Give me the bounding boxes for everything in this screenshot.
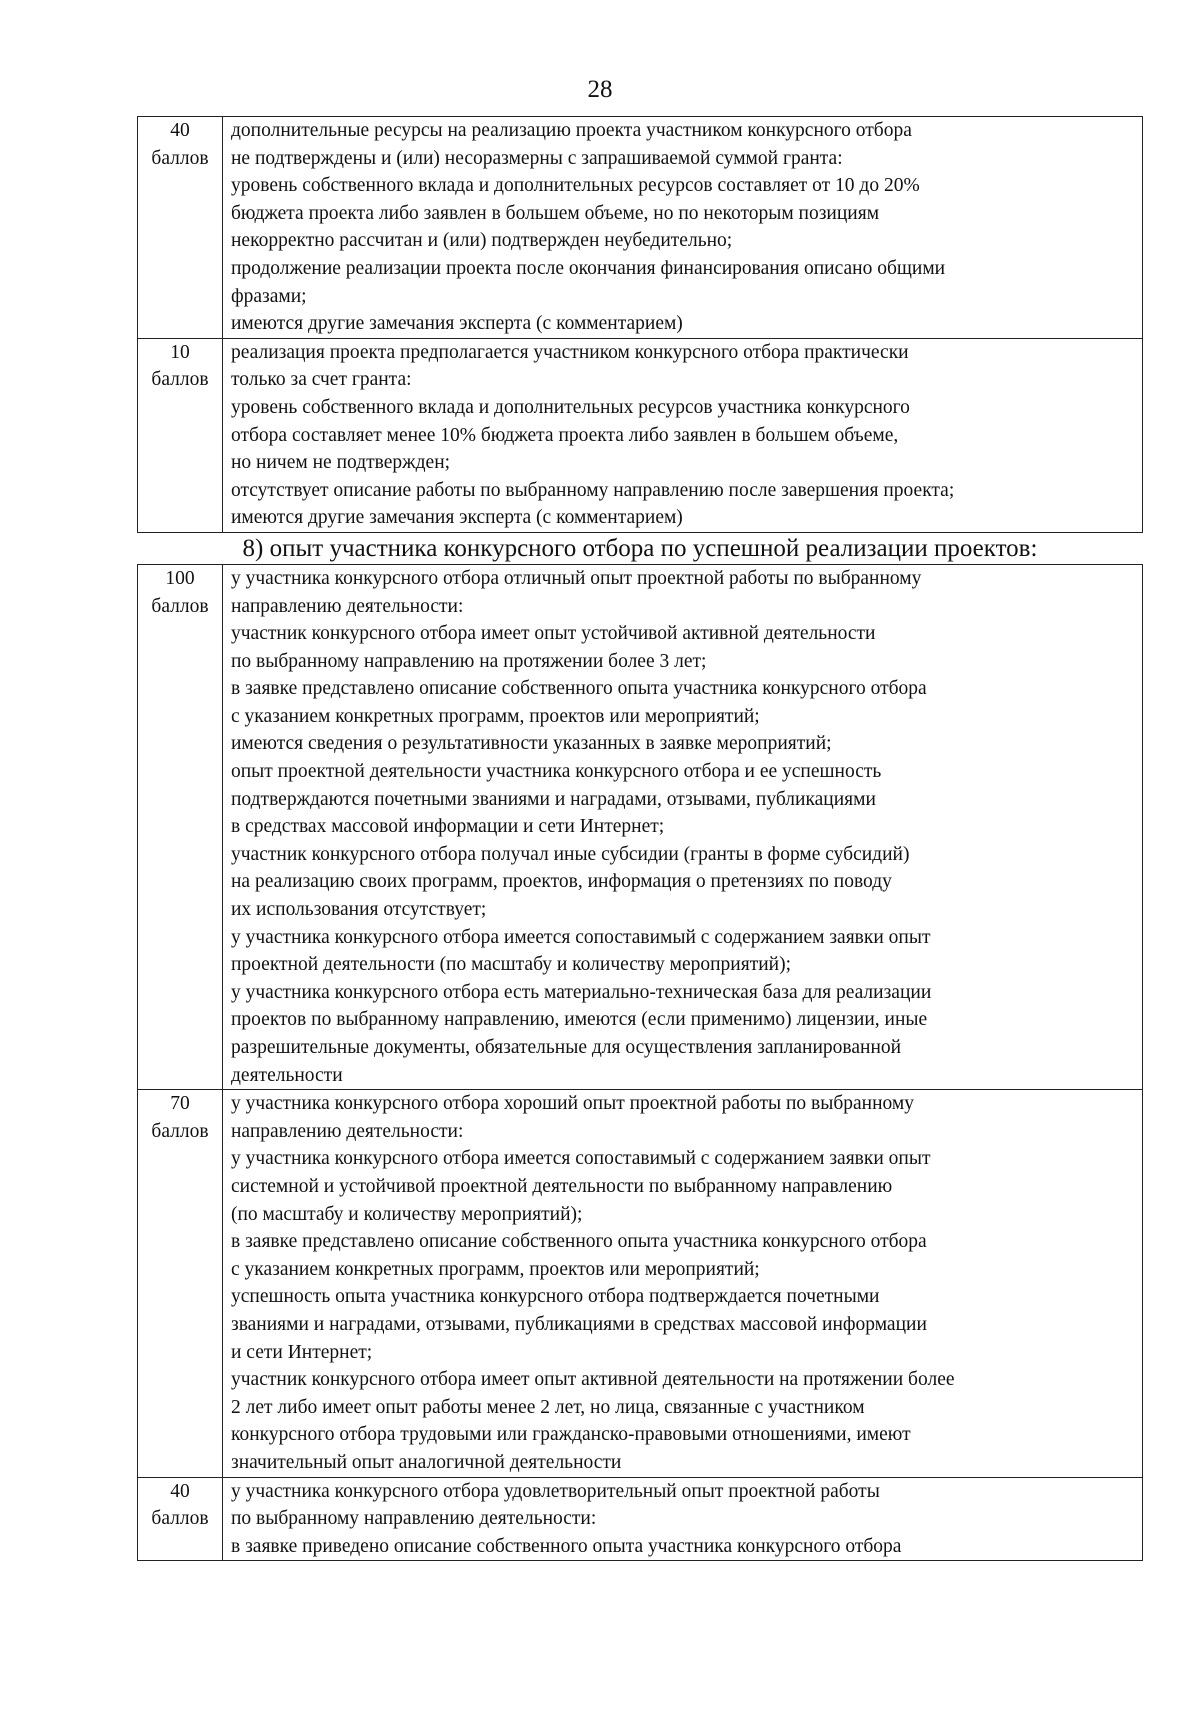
criteria-description bbox=[223, 1477, 1143, 1561]
criteria-line: только за счет гранта: bbox=[231, 369, 412, 391]
score-unit: баллов bbox=[151, 595, 209, 617]
criteria-description bbox=[223, 117, 1143, 339]
criteria-line: по выбранному направлению на протяжении более 3 лет; bbox=[231, 650, 707, 672]
criteria-line: опыт проектной деятельности участника конкурсного отбора и ее успешность bbox=[231, 761, 882, 783]
section-heading: 8) опыт участника конкурсного отбора по успешной реализации проектов: bbox=[138, 532, 1143, 564]
criteria-line: конкурсного отбора трудовыми или гражданско-правовыми отношениями, имеют bbox=[231, 1424, 911, 1446]
score-row bbox=[138, 1477, 1143, 1561]
criteria-line: не подтверждены и (или) несоразмерны с запрашиваемой суммой гранта: bbox=[231, 147, 843, 169]
criteria-line: проектов по выбранному направлению, имеются (если применимо) лицензии, иные bbox=[231, 1009, 928, 1031]
score-row bbox=[138, 564, 1143, 1089]
criteria-line: подтверждаются почетными званиями и наградами, отзывами, публикациями bbox=[231, 788, 876, 810]
criteria-line: участник конкурсного отбора имеет опыт устойчивой активной деятельности bbox=[231, 623, 876, 645]
criteria-line: дополнительные ресурсы на реализацию проекта участником конкурсного отбора bbox=[231, 120, 912, 141]
criteria-description bbox=[223, 564, 1143, 1089]
score-value: 40 bbox=[170, 120, 190, 141]
criteria-line: (по масштабу и количеству мероприятий); bbox=[231, 1203, 583, 1225]
criteria-line: в заявке представлено описание собственного опыта участника конкурсного отбора bbox=[231, 678, 927, 700]
score-unit: баллов bbox=[151, 147, 209, 169]
criteria-line: но ничем не подтвержден; bbox=[231, 452, 451, 474]
score-row bbox=[138, 338, 1143, 532]
criteria-table bbox=[137, 116, 1143, 1561]
criteria-line: разрешительные документы, обязательные для осуществления запланированной bbox=[231, 1037, 902, 1058]
page-number: 28 bbox=[587, 76, 613, 103]
score-cell bbox=[138, 117, 223, 339]
criteria-line: реализация проекта предполагается участником конкурсного отбора практически bbox=[231, 341, 909, 363]
criteria-line: у участника конкурсного отбора отличный опыт проектной работы по выбранному bbox=[231, 567, 922, 589]
criteria-line: участник конкурсного отбора получал иные субсидии (гранты в форме субсидий) bbox=[231, 843, 910, 865]
criteria-line: уровень собственного вклада и дополнительных ресурсов составляет от 10 до 20% bbox=[231, 175, 920, 197]
score-unit: баллов bbox=[151, 1508, 209, 1530]
criteria-line: имеются другие замечания эксперта (с комментарием) bbox=[231, 313, 683, 335]
criteria-line: с указанием конкретных программ, проектов или мероприятий; bbox=[231, 705, 760, 727]
score-cell bbox=[138, 1090, 223, 1477]
criteria-line: направлению деятельности: bbox=[231, 595, 464, 617]
criteria-line: продолжение реализации проекта после окончания финансирования описано общими bbox=[231, 257, 946, 279]
section-row bbox=[138, 532, 1143, 564]
criteria-line: отсутствует описание работы по выбранному направлению после завершения проекта; bbox=[231, 479, 955, 501]
criteria-line: имеются сведения о результативности указанных в заявке мероприятий; bbox=[231, 733, 832, 755]
criteria-line: системной и устойчивой проектной деятельности по выбранному направлению bbox=[231, 1175, 893, 1197]
criteria-line: в заявке представлено описание собственного опыта участника конкурсного отбора bbox=[231, 1231, 927, 1253]
criteria-line: отбора составляет менее 10% бюджета проекта либо заявлен в большем объеме, bbox=[231, 424, 899, 446]
criteria-line: у участника конкурсного отбора есть материально-техническая база для реализации bbox=[231, 981, 932, 1003]
criteria-line: направлению деятельности: bbox=[231, 1120, 464, 1142]
score-value: 100 bbox=[165, 567, 195, 589]
criteria-line: званиями и наградами, отзывами, публикациями в средствах массовой информации bbox=[231, 1313, 927, 1335]
score-value: 70 bbox=[170, 1093, 190, 1115]
criteria-line: 2 лет либо имеет опыт работы менее 2 лет, но лица, связанные с участником bbox=[231, 1396, 865, 1418]
criteria-line: деятельности bbox=[231, 1064, 343, 1086]
criteria-line: имеются другие замечания эксперта (с комментарием) bbox=[231, 507, 683, 529]
score-cell bbox=[138, 564, 223, 1089]
criteria-line: у участника конкурсного отбора удовлетворительный опыт проектной работы bbox=[231, 1480, 880, 1502]
score-row bbox=[138, 1090, 1143, 1477]
criteria-line: уровень собственного вклада и дополнительных ресурсов участника конкурсного bbox=[231, 396, 910, 418]
criteria-line: на реализацию своих программ, проектов, информация о претензиях по поводу bbox=[231, 871, 892, 893]
criteria-line: в заявке приведено описание собственного опыта участника конкурсного отбора bbox=[231, 1535, 902, 1557]
criteria-line: участник конкурсного отбора имеет опыт активной деятельности на протяжении более bbox=[231, 1369, 955, 1391]
criteria-line: проектной деятельности (по масштабу и количеству мероприятий); bbox=[231, 954, 792, 976]
criteria-description bbox=[223, 1090, 1143, 1477]
criteria-line: успешность опыта участника конкурсного отбора подтверждается почетными bbox=[231, 1286, 880, 1308]
criteria-line: у участника конкурсного отбора имеется сопоставимый с содержанием заявки опыт bbox=[231, 926, 931, 948]
score-row bbox=[138, 117, 1143, 339]
score-unit: баллов bbox=[151, 369, 209, 391]
criteria-line: у участника конкурсного отбора имеется сопоставимый с содержанием заявки опыт bbox=[231, 1148, 931, 1170]
criteria-line: по выбранному направлению деятельности: bbox=[231, 1508, 597, 1530]
score-unit: баллов bbox=[151, 1120, 209, 1142]
score-value: 10 bbox=[170, 341, 190, 363]
score-cell bbox=[138, 338, 223, 532]
criteria-line: бюджета проекта либо заявлен в большем объеме, но по некоторым позициям bbox=[231, 202, 880, 224]
criteria-line: некорректно рассчитан и (или) подтвержден неубедительно; bbox=[231, 230, 733, 252]
criteria-line: их использования отсутствует; bbox=[231, 899, 487, 921]
criteria-line: в средствах массовой информации и сети Интернет; bbox=[231, 816, 665, 838]
score-value: 40 bbox=[170, 1480, 190, 1502]
criteria-line: и сети Интернет; bbox=[231, 1341, 373, 1363]
criteria-line: у участника конкурсного отбора хороший опыт проектной работы по выбранному bbox=[231, 1093, 915, 1115]
score-cell bbox=[138, 1477, 223, 1561]
criteria-description bbox=[223, 338, 1143, 532]
criteria-line: фразами; bbox=[231, 285, 307, 307]
criteria-line: с указанием конкретных программ, проектов или мероприятий; bbox=[231, 1258, 760, 1280]
criteria-line: значительный опыт аналогичной деятельности bbox=[231, 1451, 622, 1473]
